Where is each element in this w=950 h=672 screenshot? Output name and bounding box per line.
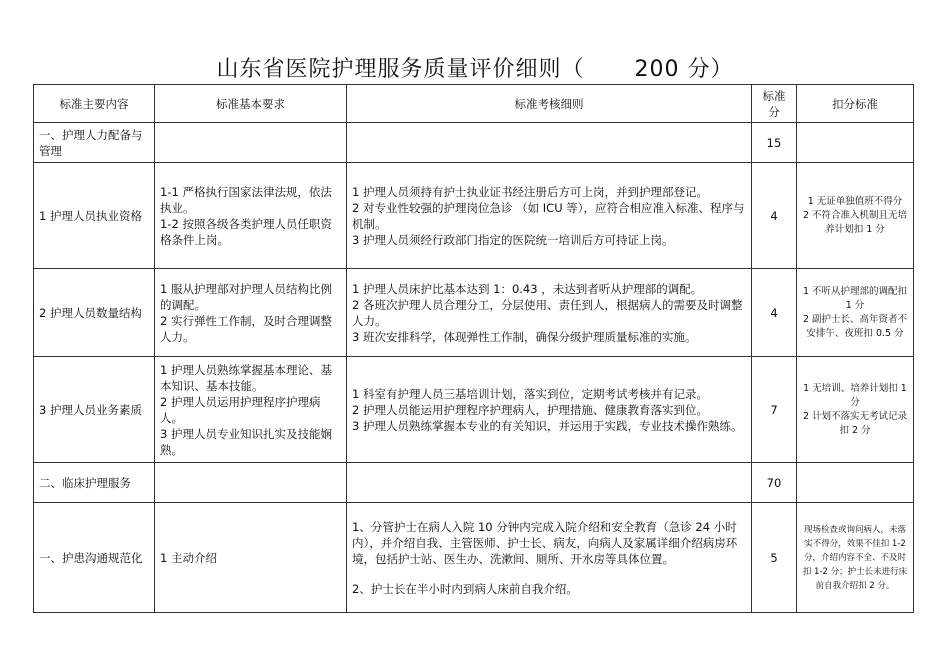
assessment-cell: 1、分管护士在病人入院 10 分钟内完成入院介绍和安全教育（急诊 24 小时内），并介绍自我、主管医师、护士长、病友，向病人及家属详细介绍病房环境，包括护士站、医生办、洗漱间、厕所、开水房等具体位置。 2、护士长在半小时内到病人床前自我介绍。 (347, 503, 752, 613)
section-points: 15 (752, 123, 797, 163)
header-row (34, 85, 914, 123)
header-requirement: 标准基本要求 (155, 85, 347, 123)
section-row (34, 123, 914, 163)
assessment-cell: 1 护理人员须持有护士执业证书经注册后方可上岗，并到护理部登记。 2 对专业性较强的护理岗位急诊 （如 ICU 等），应符合相应准入标准、程序与机制。 3 护理人员须经行政部门指定的医院统一培训后方可持证上岗。 (347, 163, 752, 269)
table-row (34, 269, 914, 357)
section-title: 二、临床护理服务 (34, 463, 155, 503)
header-content: 标准主要内容 (34, 85, 155, 123)
content-cell: 一、护患沟通规范化 (34, 503, 155, 613)
header-assessment: 标准考核细则 (347, 85, 752, 123)
deduction-cell: 1 不听从护理部的调配扣 1 分 2 副护士长、高年资者不安排午、夜班扣 0.5 分 (797, 269, 914, 357)
assessment-cell: 1 科室有护理人员三基培训计划，落实到位，定期考试考核并有记录。 2 护理人员能运用护理程序护理病人，护理措施、健康教育落实到位。 3 护理人员熟练掌握本专业的有关知识，并运用于实践，专业技术操作熟练。 (347, 357, 752, 463)
section-title: 一、护理人力配备与管理 (34, 123, 155, 163)
title-score: 200 分） (634, 57, 734, 82)
content-cell: 2 护理人员数量结构 (34, 269, 155, 357)
evaluation-table (33, 84, 914, 613)
points-cell: 4 (752, 163, 797, 269)
table-row (34, 357, 914, 463)
requirement-cell: 1 护理人员熟练掌握基本理论、基本知识、基本技能。 2 护理人员运用护理程序护理病人。 3 护理人员专业知识扎实及技能娴熟。 (155, 357, 347, 463)
points-cell: 7 (752, 357, 797, 463)
requirement-cell: 1 服从护理部对护理人员结构比例的调配。 2 实行弹性工作制，及时合理调整人力。 (155, 269, 347, 357)
deduction-cell: 1 无培训、培养计划扣 1 分 2 计划不落实无考试记录扣 2 分 (797, 357, 914, 463)
content-cell: 3 护理人员业务素质 (34, 357, 155, 463)
table-row (34, 503, 914, 613)
assessment-cell: 1 护理人员床护比基本达到 1：0.43 ，未达到者听从护理部的调配。 2 各班次护理人员合理分工，分层使用、责任到人，根据病人的需要及时调整人力。 3 班次安排科学，体现弹性工作制，确保分级护理质量标准的实施。 (347, 269, 752, 357)
header-deduction: 扣分标准 (797, 85, 914, 123)
title-main: 山东省医院护理服务质量评价细则（ (216, 57, 585, 82)
points-cell: 4 (752, 269, 797, 357)
section-row (34, 463, 914, 503)
deduction-cell: 1 无证单独值班不得分 2 不符合准入机制且无培养计划扣 1 分 (797, 163, 914, 269)
requirement-cell: 1 主动介绍 (155, 503, 347, 613)
content-cell: 1 护理人员执业资格 (34, 163, 155, 269)
header-points: 标准分 (752, 85, 797, 123)
requirement-cell: 1-1 严格执行国家法律法规，依法执业。 1-2 按照各级各类护理人员任职资格条件上岗。 (155, 163, 347, 269)
section-points: 70 (752, 463, 797, 503)
points-cell: 5 (752, 503, 797, 613)
deduction-cell: 现场检查或询问病人，未落实不得分，效果不佳扣 1-2 分，介绍内容不全、不及时扣 1-2 分；护士长未进行床前自我介绍扣 2 分。 (797, 503, 914, 613)
table-row (34, 163, 914, 269)
page-title (0, 52, 950, 83)
